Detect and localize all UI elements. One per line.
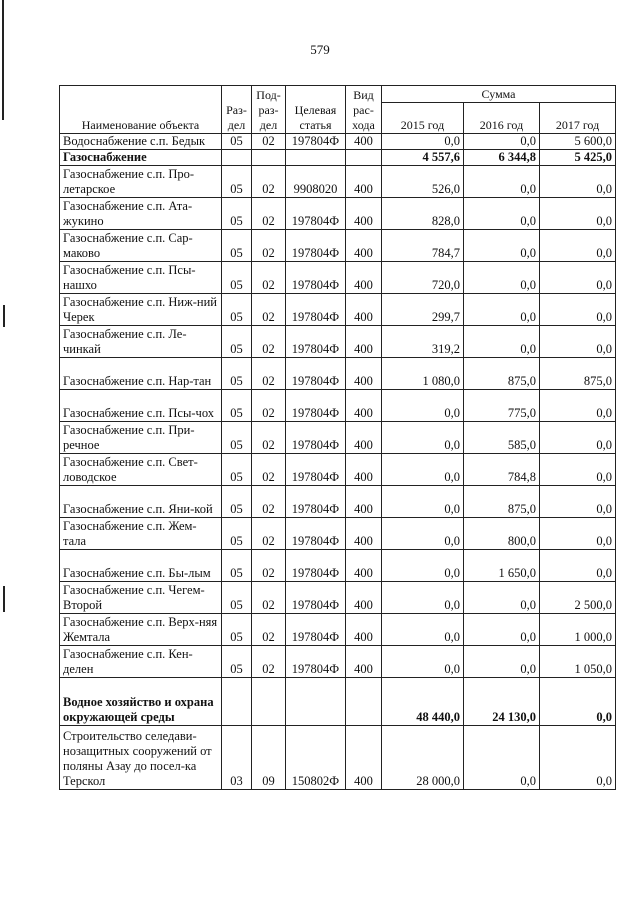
cell-statya: 197804Ф xyxy=(286,326,346,358)
cell-podrazdel: 02 xyxy=(252,390,286,422)
cell-y2015: 0,0 xyxy=(382,134,464,150)
cell-razdel: 05 xyxy=(222,422,252,454)
cell-statya: 197804Ф xyxy=(286,198,346,230)
cell-razdel: 05 xyxy=(222,326,252,358)
cell-podrazdel: 02 xyxy=(252,294,286,326)
cell-name: Газоснабжение с.п. Псы-чох xyxy=(60,390,222,422)
cell-y2017: 5 425,0 xyxy=(540,150,616,166)
table-row xyxy=(60,726,616,790)
table-row xyxy=(60,614,616,646)
table-row xyxy=(60,150,616,166)
header-summa: Сумма xyxy=(382,86,616,103)
header-razdel: Раз-дел xyxy=(222,86,252,134)
cell-podrazdel: 02 xyxy=(252,614,286,646)
cell-name: Газоснабжение с.п. Ле-чинкай xyxy=(60,326,222,358)
cell-vid: 400 xyxy=(346,166,382,198)
cell-y2015: 526,0 xyxy=(382,166,464,198)
cell-statya: 197804Ф xyxy=(286,550,346,582)
cell-razdel: 05 xyxy=(222,454,252,486)
cell-razdel: 05 xyxy=(222,198,252,230)
table-row xyxy=(60,262,616,294)
cell-y2015: 1 080,0 xyxy=(382,358,464,390)
cell-y2017: 0,0 xyxy=(540,550,616,582)
table-row xyxy=(60,422,616,454)
cell-vid: 400 xyxy=(346,134,382,150)
cell-name: Газоснабжение с.п. Нар-тан xyxy=(60,358,222,390)
cell-vid: 400 xyxy=(346,486,382,518)
cell-podrazdel: 02 xyxy=(252,454,286,486)
cell-y2017: 5 600,0 xyxy=(540,134,616,150)
table-row xyxy=(60,390,616,422)
table-row xyxy=(60,230,616,262)
cell-podrazdel: 02 xyxy=(252,486,286,518)
table-row xyxy=(60,294,616,326)
cell-podrazdel: 02 xyxy=(252,326,286,358)
cell-podrazdel: 02 xyxy=(252,198,286,230)
cell-vid: 400 xyxy=(346,550,382,582)
cell-vid: 400 xyxy=(346,262,382,294)
cell-y2015: 0,0 xyxy=(382,582,464,614)
cell-y2016: 775,0 xyxy=(464,390,540,422)
cell-y2017: 0,0 xyxy=(540,198,616,230)
cell-y2015: 299,7 xyxy=(382,294,464,326)
cell-podrazdel: 02 xyxy=(252,518,286,550)
cell-y2017: 1 000,0 xyxy=(540,614,616,646)
cell-y2016: 24 130,0 xyxy=(464,678,540,726)
cell-name: Газоснабжение xyxy=(60,150,222,166)
cell-vid xyxy=(346,150,382,166)
cell-vid: 400 xyxy=(346,358,382,390)
cell-podrazdel: 02 xyxy=(252,582,286,614)
cell-statya: 197804Ф xyxy=(286,582,346,614)
cell-statya: 197804Ф xyxy=(286,294,346,326)
cell-y2016: 784,8 xyxy=(464,454,540,486)
cell-statya: 197804Ф xyxy=(286,646,346,678)
cell-statya xyxy=(286,150,346,166)
cell-statya: 197804Ф xyxy=(286,454,346,486)
cell-y2015: 0,0 xyxy=(382,390,464,422)
header-name: Наименование объекта xyxy=(60,86,222,134)
cell-name: Газоснабжение с.п. Свет-ловодское xyxy=(60,454,222,486)
cell-razdel: 05 xyxy=(222,582,252,614)
cell-statya xyxy=(286,678,346,726)
cell-podrazdel: 02 xyxy=(252,550,286,582)
cell-y2016: 0,0 xyxy=(464,294,540,326)
header-year-2015: 2015 год xyxy=(382,103,464,134)
cell-name: Газоснабжение с.п. При-речное xyxy=(60,422,222,454)
table-row xyxy=(60,678,616,726)
cell-vid: 400 xyxy=(346,646,382,678)
cell-y2017: 0,0 xyxy=(540,390,616,422)
cell-y2015: 0,0 xyxy=(382,454,464,486)
cell-vid: 400 xyxy=(346,614,382,646)
cell-podrazdel: 02 xyxy=(252,422,286,454)
cell-statya: 197804Ф xyxy=(286,422,346,454)
scan-edge-mark xyxy=(3,305,5,327)
cell-razdel: 05 xyxy=(222,262,252,294)
cell-y2015: 0,0 xyxy=(382,646,464,678)
cell-name: Газоснабжение с.п. Жем-тала xyxy=(60,518,222,550)
cell-statya: 197804Ф xyxy=(286,358,346,390)
cell-y2016: 0,0 xyxy=(464,326,540,358)
cell-y2016: 6 344,8 xyxy=(464,150,540,166)
table-row xyxy=(60,646,616,678)
cell-y2017: 1 050,0 xyxy=(540,646,616,678)
table-row xyxy=(60,454,616,486)
cell-y2015: 0,0 xyxy=(382,550,464,582)
cell-name: Газоснабжение с.п. Бы-лым xyxy=(60,550,222,582)
header-vid: Вид рас-хода xyxy=(346,86,382,134)
cell-y2016: 0,0 xyxy=(464,262,540,294)
cell-vid: 400 xyxy=(346,582,382,614)
header-year-2016: 2016 год xyxy=(464,103,540,134)
cell-y2016: 800,0 xyxy=(464,518,540,550)
cell-name: Газоснабжение с.п. Верх-няя Жемтала xyxy=(60,614,222,646)
cell-y2015: 0,0 xyxy=(382,518,464,550)
table-row xyxy=(60,358,616,390)
cell-y2015: 720,0 xyxy=(382,262,464,294)
cell-vid: 400 xyxy=(346,294,382,326)
cell-podrazdel: 02 xyxy=(252,262,286,294)
cell-name: Газоснабжение с.п. Яни-кой xyxy=(60,486,222,518)
cell-name: Газоснабжение с.п. Псы-нашхо xyxy=(60,262,222,294)
table-row xyxy=(60,486,616,518)
cell-y2016: 875,0 xyxy=(464,486,540,518)
cell-vid: 400 xyxy=(346,390,382,422)
cell-razdel: 05 xyxy=(222,134,252,150)
cell-y2015: 4 557,6 xyxy=(382,150,464,166)
cell-y2017: 0,0 xyxy=(540,294,616,326)
cell-podrazdel xyxy=(252,150,286,166)
cell-y2017: 0,0 xyxy=(540,454,616,486)
cell-y2016: 0,0 xyxy=(464,614,540,646)
cell-podrazdel: 02 xyxy=(252,134,286,150)
cell-name: Строительство селедави-нозащитных сооружений от поляны Азау до посел-ка Терскол xyxy=(60,726,222,790)
cell-statya: 197804Ф xyxy=(286,614,346,646)
cell-podrazdel: 02 xyxy=(252,358,286,390)
cell-y2016: 875,0 xyxy=(464,358,540,390)
scan-edge-mark xyxy=(2,0,4,120)
cell-y2017: 0,0 xyxy=(540,486,616,518)
header-year-2017: 2017 год xyxy=(540,103,616,134)
cell-statya: 9908020 xyxy=(286,166,346,198)
cell-statya: 197804Ф xyxy=(286,486,346,518)
cell-y2016: 0,0 xyxy=(464,166,540,198)
table-row xyxy=(60,582,616,614)
cell-y2015: 319,2 xyxy=(382,326,464,358)
cell-y2016: 1 650,0 xyxy=(464,550,540,582)
cell-y2016: 0,0 xyxy=(464,646,540,678)
cell-razdel: 05 xyxy=(222,358,252,390)
cell-y2017: 0,0 xyxy=(540,422,616,454)
cell-name: Газоснабжение с.п. Про-летарское xyxy=(60,166,222,198)
table-body xyxy=(60,134,616,790)
cell-y2017: 2 500,0 xyxy=(540,582,616,614)
cell-y2017: 0,0 xyxy=(540,726,616,790)
cell-name: Газоснабжение с.п. Ниж-ний Черек xyxy=(60,294,222,326)
cell-statya: 197804Ф xyxy=(286,230,346,262)
header-podrazdel: Под-раз-дел xyxy=(252,86,286,134)
cell-name: Водоснабжение с.п. Бедык xyxy=(60,134,222,150)
cell-vid: 400 xyxy=(346,422,382,454)
cell-y2015: 0,0 xyxy=(382,614,464,646)
cell-razdel: 05 xyxy=(222,390,252,422)
cell-razdel: 03 xyxy=(222,726,252,790)
header-statya: Целевая статья xyxy=(286,86,346,134)
cell-statya: 150802Ф xyxy=(286,726,346,790)
cell-statya: 197804Ф xyxy=(286,262,346,294)
cell-y2017: 0,0 xyxy=(540,166,616,198)
table-row xyxy=(60,198,616,230)
budget-table xyxy=(59,85,616,790)
table-row xyxy=(60,166,616,198)
cell-name: Газоснабжение с.п. Чегем-Второй xyxy=(60,582,222,614)
cell-y2016: 0,0 xyxy=(464,198,540,230)
cell-statya: 197804Ф xyxy=(286,518,346,550)
table-row xyxy=(60,518,616,550)
cell-y2015: 0,0 xyxy=(382,486,464,518)
cell-razdel xyxy=(222,678,252,726)
cell-podrazdel: 02 xyxy=(252,166,286,198)
cell-razdel: 05 xyxy=(222,486,252,518)
cell-y2016: 0,0 xyxy=(464,230,540,262)
cell-vid: 400 xyxy=(346,198,382,230)
cell-name: Газоснабжение с.п. Ата-жукино xyxy=(60,198,222,230)
cell-name: Газоснабжение с.п. Сар-маково xyxy=(60,230,222,262)
table-row xyxy=(60,550,616,582)
cell-y2017: 0,0 xyxy=(540,518,616,550)
cell-y2017: 875,0 xyxy=(540,358,616,390)
cell-vid: 400 xyxy=(346,726,382,790)
cell-podrazdel: 09 xyxy=(252,726,286,790)
cell-razdel: 05 xyxy=(222,614,252,646)
cell-vid xyxy=(346,678,382,726)
cell-razdel: 05 xyxy=(222,646,252,678)
cell-y2016: 0,0 xyxy=(464,134,540,150)
cell-vid: 400 xyxy=(346,454,382,486)
cell-y2016: 585,0 xyxy=(464,422,540,454)
cell-y2015: 784,7 xyxy=(382,230,464,262)
cell-podrazdel: 02 xyxy=(252,230,286,262)
cell-vid: 400 xyxy=(346,518,382,550)
cell-y2017: 0,0 xyxy=(540,678,616,726)
cell-podrazdel xyxy=(252,678,286,726)
cell-vid: 400 xyxy=(346,326,382,358)
cell-razdel: 05 xyxy=(222,294,252,326)
cell-y2015: 28 000,0 xyxy=(382,726,464,790)
cell-y2015: 48 440,0 xyxy=(382,678,464,726)
table-row xyxy=(60,326,616,358)
cell-razdel: 05 xyxy=(222,166,252,198)
cell-name: Газоснабжение с.п. Кен-делен xyxy=(60,646,222,678)
cell-podrazdel: 02 xyxy=(252,646,286,678)
cell-razdel: 05 xyxy=(222,550,252,582)
cell-y2017: 0,0 xyxy=(540,262,616,294)
cell-y2016: 0,0 xyxy=(464,582,540,614)
cell-statya: 197804Ф xyxy=(286,390,346,422)
table-row xyxy=(60,134,616,150)
cell-y2016: 0,0 xyxy=(464,726,540,790)
page-number: 579 xyxy=(310,42,330,57)
cell-razdel: 05 xyxy=(222,230,252,262)
cell-statya: 197804Ф xyxy=(286,134,346,150)
cell-razdel: 05 xyxy=(222,518,252,550)
scan-edge-mark xyxy=(3,586,5,612)
cell-vid: 400 xyxy=(346,230,382,262)
cell-y2017: 0,0 xyxy=(540,326,616,358)
cell-y2015: 828,0 xyxy=(382,198,464,230)
cell-name: Водное хозяйство и охрана окружающей среды xyxy=(60,678,222,726)
cell-y2017: 0,0 xyxy=(540,230,616,262)
cell-razdel xyxy=(222,150,252,166)
cell-y2015: 0,0 xyxy=(382,422,464,454)
